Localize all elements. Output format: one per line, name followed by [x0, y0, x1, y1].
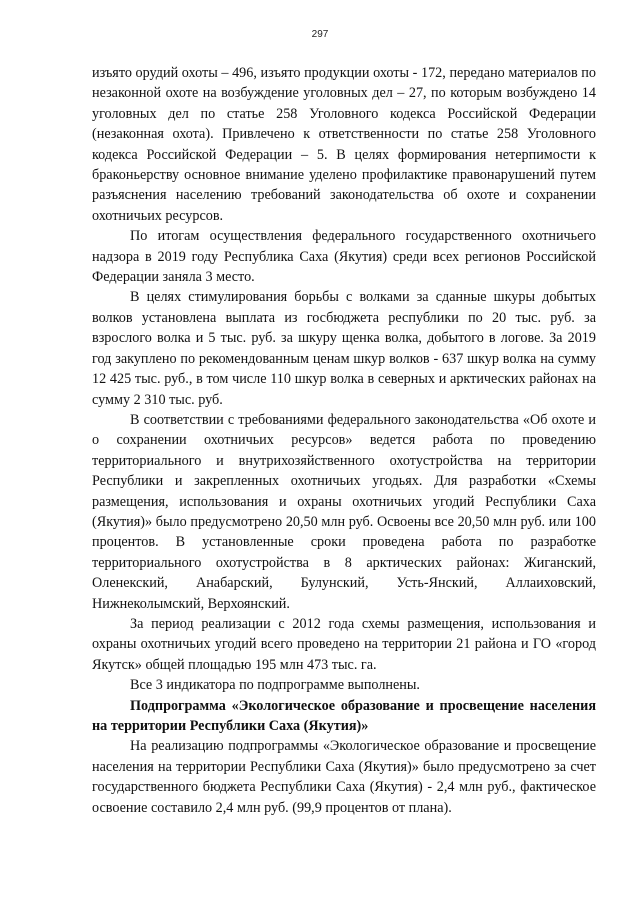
document-body — [92, 63, 596, 818]
page-number: 297 — [311, 29, 329, 40]
section-title: Подпрограмма «Экологическое образование и просвещение населения на территории Республики Саха (Якутия)» — [92, 697, 596, 734]
paragraph-continued: изъято орудий охоты – 496, изъято продукции охоты - 172, передано материалов по незаконной охоте на возбуждение уголовных дел – 27, по которым возбуждено 14 уголовных дел по статье 258 Уголовного кодекса Российской Федерации (незаконная охота). Привлечено к ответственности по статье 258 Уголовного кодекса Российской Федерации – 5. В целях формирования нетерпимости к браконьерству основное внимание уделено профилактике правонарушений путем разъяснения населению требований законодательства об охоте и сохранении охотничьих ресурсов. — [92, 65, 596, 224]
paragraph-hunting-supervision: По итогам осуществления федерального государственного охотничьего надзора в 2019 году Республика Саха (Якутия) среди всех регионов Российской Федерации заняла 3 место. — [92, 228, 596, 286]
paragraph-wolf-control: В целях стимулирования борьбы с волками за сданные шкуры добытых волков установлена выплата из госбюджета республики по 20 тыс. руб. за взрослого волка и 5 тыс. руб. за шкуру щенка волка, добытого в логове. За 2019 год закуплено по рекомендованным ценам шкур волков - 637 шкур волка на сумму 12 425 тыс. руб., в том числе 110 шкур волка в северных и арктических районах на сумму 2 310 тыс. руб. — [92, 289, 596, 408]
section-paragraph: На реализацию подпрограммы «Экологическое образование и просвещение населения на территории Республики Саха (Якутия)» было предусмотрено за счет государственного бюджета Республики Саха (Якутия) - 2,4 млн руб., фактическое освоение составило 2,4 млн руб. (99,9 процентов от плана). — [92, 738, 596, 816]
paragraph-hunting-grounds: В соответствии с требованиями федерального законодательства «Об охоте и о сохранении охотничьих ресурсов» ведется работа по проведению территориального и внутрихозяйственного охотустройства на территории Республики и закрепленных охотничьих угодьях. Для разработки «Схемы размещения, использования и охраны охотничьих угодий Республики Саха (Якутия)» было предусмотрено 20,50 млн руб. Освоены все 20,50 млн руб. или 100 процентов. В установленные сроки проведена работа по разработке территориального охотустройства в 8 арктических районах: Жиганский, Оленекский, Анабарский, Булунский, Усть-Янский, Аллаиховский, Нижнеколымский, Верхоянский. — [92, 411, 596, 612]
paragraph-schemes-period: За период реализации с 2012 года схемы размещения, использования и охраны охотничьих угодий всего проведено на территории 21 района и ГО «город Якутск» общей площадью 195 млн 473 тыс. га. — [92, 615, 596, 673]
paragraph-indicators: Все 3 индикатора по подпрограмме выполнены. — [130, 677, 420, 694]
